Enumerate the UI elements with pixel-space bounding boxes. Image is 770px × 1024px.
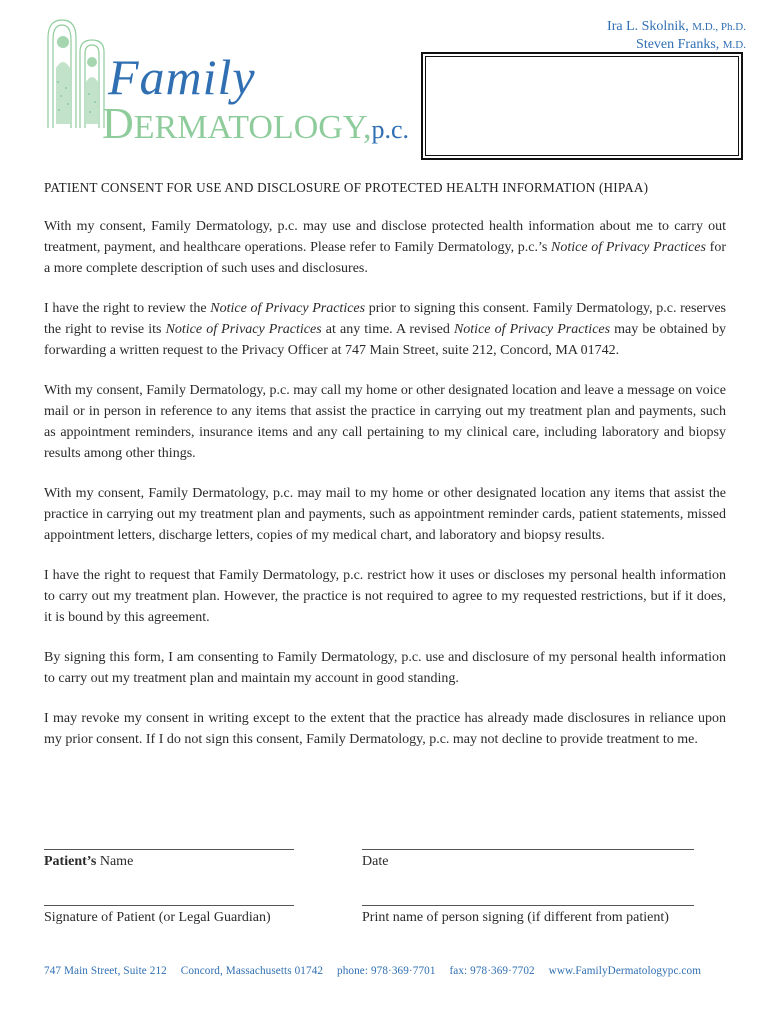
doctor-line (607, 18, 746, 36)
paragraph (44, 216, 726, 279)
doctor-credentials: M.D. (722, 39, 746, 51)
doctor-credentials: M.D., Ph.D. (692, 21, 746, 33)
logo-dermatology-text (102, 99, 410, 148)
paragraph: With my consent, Family Dermatology, p.c. may mail to my home or other designated location any items that assist the practice in carrying out my treatment plan and payments, such as appointment reminder cards, patient statements, missed appointment letters, discharge letters, copies of my medical chart, and laboratory and biopsy results. (44, 486, 726, 543)
notice-title: Notice of Privacy Practices (453, 322, 611, 337)
logo-derm-initial: D (102, 99, 134, 148)
patient-name-line[interactable] (44, 849, 294, 850)
footer-contact (44, 965, 734, 977)
logo-pc: p.c. (371, 115, 410, 144)
notice-title: Notice of Privacy Practices (210, 301, 366, 316)
logo-derm-rest: ERMATOLOGY, (133, 109, 372, 146)
footer-fax: fax: 978·369·7702 (449, 965, 535, 977)
notice-title: Notice of Privacy Practices (551, 240, 706, 255)
patient-label-bold: Patient’s (44, 854, 97, 869)
text-run: I have the right to review the (44, 301, 211, 316)
paragraph (44, 298, 726, 361)
logo-family-text: Family (108, 49, 256, 105)
paragraph: With my consent, Family Dermatology, p.c. may call my home or other designated location and leave a message on voice mail or in person in reference to any items that assist the practice in carrying out my treatment plan and payments, such as appointment reminders, insurance items and any call pertaining to my clinical care, including laboratory and biopsy results among other things. (44, 383, 726, 461)
footer-phone: phone: 978·369·7701 (337, 965, 436, 977)
document-title: PATIENT CONSENT FOR USE AND DISCLOSURE OF PROTECTED HEALTH INFORMATION (HIPAA) (44, 180, 649, 195)
patient-label-box (421, 52, 743, 160)
print-name-line[interactable] (362, 905, 694, 906)
date-line[interactable] (362, 849, 694, 850)
signature-line[interactable] (44, 905, 294, 906)
date-label: Date (362, 854, 389, 869)
text-run: for a more complete description of such uses and disclosures. (44, 240, 726, 276)
paragraph: I may revoke my consent in writing except to the extent that the practice has already made disclosures in reliance upon my prior consent. If I do not sign this consent, Family Dermatology, p.c. may not decline to provide treatment to me. (44, 711, 726, 747)
footer-website[interactable]: www.FamilyDermatologypc.com (548, 965, 701, 977)
footer-city: Concord, Massachusetts 01742 (180, 965, 324, 977)
paragraph: By signing this form, I am consenting to Family Dermatology, p.c. use and disclosure of my personal health information to carry out my treatment plan and maintain my account in good standing. (44, 650, 726, 686)
patient-name-label (44, 854, 133, 870)
footer-address: 747 Main Street, Suite 212 (44, 965, 167, 977)
notice-title: Notice of Privacy Practices (165, 322, 322, 337)
doctor-name: Ira L. Skolnik, (607, 19, 689, 34)
signature-label: Signature of Patient (or Legal Guardian) (44, 910, 271, 925)
doctor-name: Steven Franks, (636, 37, 720, 52)
patient-label-box-inner (425, 56, 739, 156)
practice-logo (44, 16, 424, 148)
text-run: With my consent, Family Dermatology, p.c. may use and disclose protected health information about me to carry out treatment, payment, and healthcare operations. Please refer to Family Dermatology, p.c.’s (44, 219, 726, 255)
doctor-list (607, 18, 746, 54)
text-run: prior to signing this consent. Family Dermatology, p.c. reserves the right to revise its (44, 301, 726, 337)
patient-label-rest: Name (96, 854, 134, 869)
consent-body (44, 216, 726, 769)
print-name-label: Print name of person signing (if different from patient) (362, 910, 669, 925)
paragraph: I have the right to request that Family Dermatology, p.c. restrict how it uses or discloses my personal health information to carry out my treatment plan. However, the practice is not required to agree to my requested restrictions, but if it does, it is bound by this agreement. (44, 568, 726, 625)
text-run: at any time. A revised (321, 322, 454, 337)
text-run: may be obtained by forwarding a written request to the Privacy Officer at 747 Main Street, suite 212, Concord, MA 01742. (44, 322, 726, 358)
